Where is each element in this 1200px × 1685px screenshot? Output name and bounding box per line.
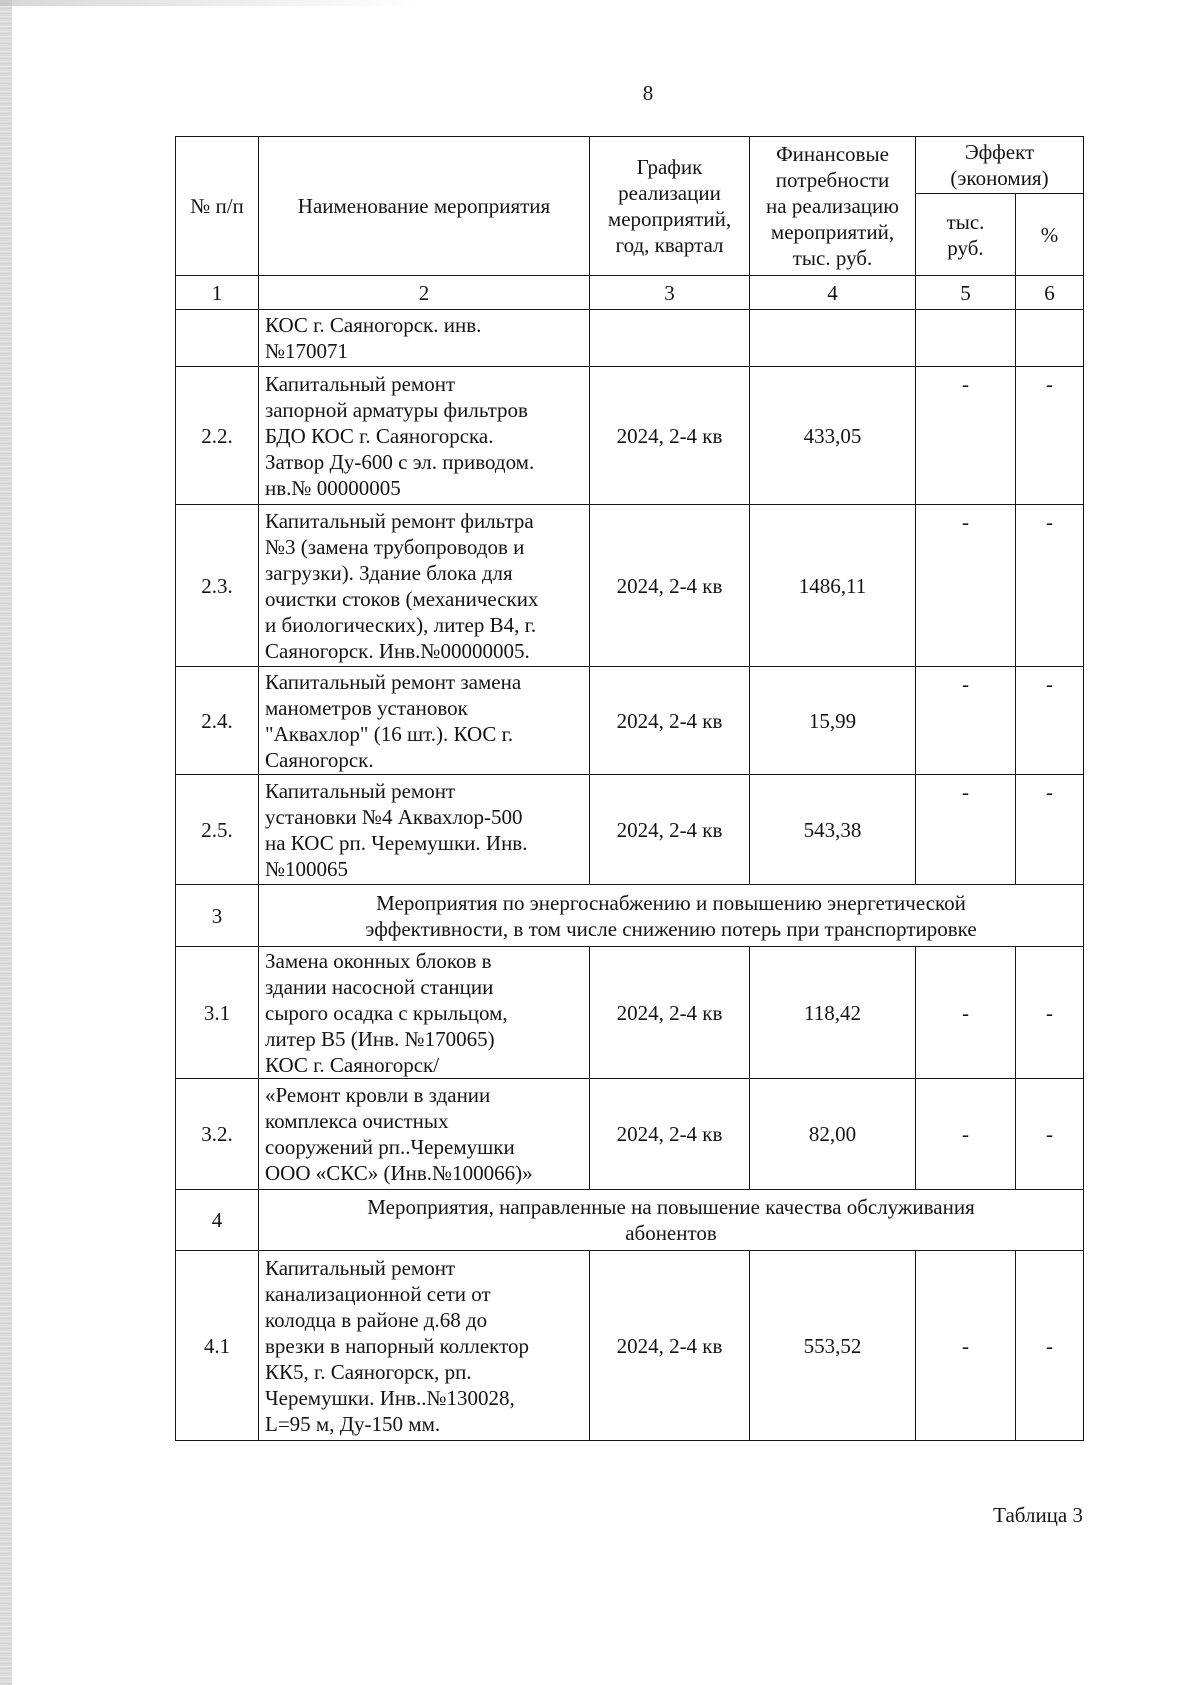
header-effect: Эффект (экономия): [916, 137, 1084, 194]
row-4-1-name: Капитальный ремонт канализационной сети от колодца в районе д.68 до врезки в напорный коллектор КК5, г. Саяногорск, рп. Черемушки. Инв..№130028, L=95 м, Ду-150 мм.: [259, 1251, 590, 1441]
row-2-4-effect-rub: -: [916, 667, 1016, 775]
header-num: № п/п: [176, 137, 259, 276]
table-row-4-1: [176, 1251, 1084, 1441]
row-2-5-cost: 543,38: [750, 775, 916, 885]
column-number-2: 2: [259, 276, 590, 310]
header-row-1: [176, 137, 1084, 194]
scan-edge-top-shadow: [0, 0, 420, 6]
header-effect-rub: тыс. руб.: [916, 194, 1016, 276]
row-2-4-name: Капитальный ремонт замена манометров установок "Аквахлор" (16 шт.). КОС г. Саяногорск.: [259, 667, 590, 775]
header-effect-pct: %: [1016, 194, 1084, 276]
row-3-2-schedule: 2024, 2-4 кв: [590, 1079, 750, 1190]
row-2-2-effect-pct: -: [1016, 367, 1084, 505]
row-4-1-schedule: 2024, 2-4 кв: [590, 1251, 750, 1441]
section-row-3: [176, 885, 1084, 947]
section-3-title: Мероприятия по энергоснабжению и повышению энергетической эффективности, в том числе снижению потерь при транспортировке: [259, 885, 1084, 947]
row-2-5-effect-rub: -: [916, 775, 1016, 885]
row-4-1-effect-rub: -: [916, 1251, 1016, 1441]
measures-table: [175, 136, 1084, 1441]
row-2-5-number: 2.5.: [176, 775, 259, 885]
column-number-3: 3: [590, 276, 750, 310]
table-row-2-5: [176, 775, 1084, 885]
row-2-5-effect-pct: -: [1016, 775, 1084, 885]
table-row-2-2: [176, 367, 1084, 505]
row-2-2-number: 2.2.: [176, 367, 259, 505]
row-continuation-effect-pct: [1016, 310, 1084, 367]
section-row-4: [176, 1190, 1084, 1251]
row-2-3-number: 2.3.: [176, 505, 259, 667]
section-4-number: 4: [176, 1190, 259, 1251]
section-4-title: Мероприятия, направленные на повышение качества обслуживания абонентов: [259, 1190, 1084, 1251]
row-2-4-cost: 15,99: [750, 667, 916, 775]
header-schedule: График реализации мероприятий, год, квартал: [590, 137, 750, 276]
header-cost: Финансовые потребности на реализацию мероприятий, тыс. руб.: [750, 137, 916, 276]
section-3-number: 3: [176, 885, 259, 947]
column-number-6: 6: [1016, 276, 1084, 310]
row-3-2-effect-pct: -: [1016, 1079, 1084, 1190]
page-number: 8: [642, 81, 654, 105]
row-2-4-effect-pct: -: [1016, 667, 1084, 775]
table-caption: Таблица 3: [993, 1503, 1083, 1527]
row-continuation-effect-rub: [916, 310, 1016, 367]
table-row-2-3: [176, 505, 1084, 667]
table-row-3-2: [176, 1079, 1084, 1190]
row-3-2-number: 3.2.: [176, 1079, 259, 1190]
row-3-1-cost: 118,42: [750, 947, 916, 1079]
row-2-3-effect-pct: -: [1016, 505, 1084, 667]
row-2-3-schedule: 2024, 2-4 кв: [590, 505, 750, 667]
header-name: Наименование мероприятия: [259, 137, 590, 276]
table-row-continuation: [176, 310, 1084, 367]
row-2-4-schedule: 2024, 2-4 кв: [590, 667, 750, 775]
column-numbers-row: [176, 276, 1084, 310]
row-2-4-number: 2.4.: [176, 667, 259, 775]
row-continuation-number: [176, 310, 259, 367]
column-number-5: 5: [916, 276, 1016, 310]
table-row-2-4: [176, 667, 1084, 775]
row-4-1-cost: 553,52: [750, 1251, 916, 1441]
scan-edge-shadow: [0, 0, 12, 1685]
row-continuation-cost: [750, 310, 916, 367]
row-2-3-effect-rub: -: [916, 505, 1016, 667]
row-2-3-cost: 1486,11: [750, 505, 916, 667]
row-continuation-name: КОС г. Саяногорск. инв. №170071: [259, 310, 590, 367]
row-3-2-name: «Ремонт кровли в здании комплекса очистных сооружений рп..Черемушки ООО «СКС» (Инв.№100066)»: [259, 1079, 590, 1190]
row-2-3-name: Капитальный ремонт фильтра №3 (замена трубопроводов и загрузки). Здание блока для очистки стоков (механических и биологических), литер В4, г. Саяногорск. Инв.№00000005.: [259, 505, 590, 667]
row-2-2-name: Капитальный ремонт запорной арматуры фильтров БДО КОС г. Саяногорска. Затвор Ду-600 с эл. приводом. нв.№ 00000005: [259, 367, 590, 505]
row-4-1-number: 4.1: [176, 1251, 259, 1441]
row-3-1-name: Замена оконных блоков в здании насосной станции сырого осадка с крыльцом, литер В5 (Инв. №170065) КОС г. Саяногорск/: [259, 947, 590, 1079]
row-4-1-effect-pct: -: [1016, 1251, 1084, 1441]
row-2-2-effect-rub: -: [916, 367, 1016, 505]
row-2-5-schedule: 2024, 2-4 кв: [590, 775, 750, 885]
row-3-1-effect-pct: -: [1016, 947, 1084, 1079]
row-2-5-name: Капитальный ремонт установки №4 Аквахлор-500 на КОС рп. Черемушки. Инв. №100065: [259, 775, 590, 885]
row-continuation-schedule: [590, 310, 750, 367]
table-row-3-1: [176, 947, 1084, 1079]
row-2-2-schedule: 2024, 2-4 кв: [590, 367, 750, 505]
column-number-1: 1: [176, 276, 259, 310]
row-2-2-cost: 433,05: [750, 367, 916, 505]
row-3-2-effect-rub: -: [916, 1079, 1016, 1190]
row-3-1-schedule: 2024, 2-4 кв: [590, 947, 750, 1079]
row-3-1-number: 3.1: [176, 947, 259, 1079]
row-3-2-cost: 82,00: [750, 1079, 916, 1190]
row-3-1-effect-rub: -: [916, 947, 1016, 1079]
column-number-4: 4: [750, 276, 916, 310]
